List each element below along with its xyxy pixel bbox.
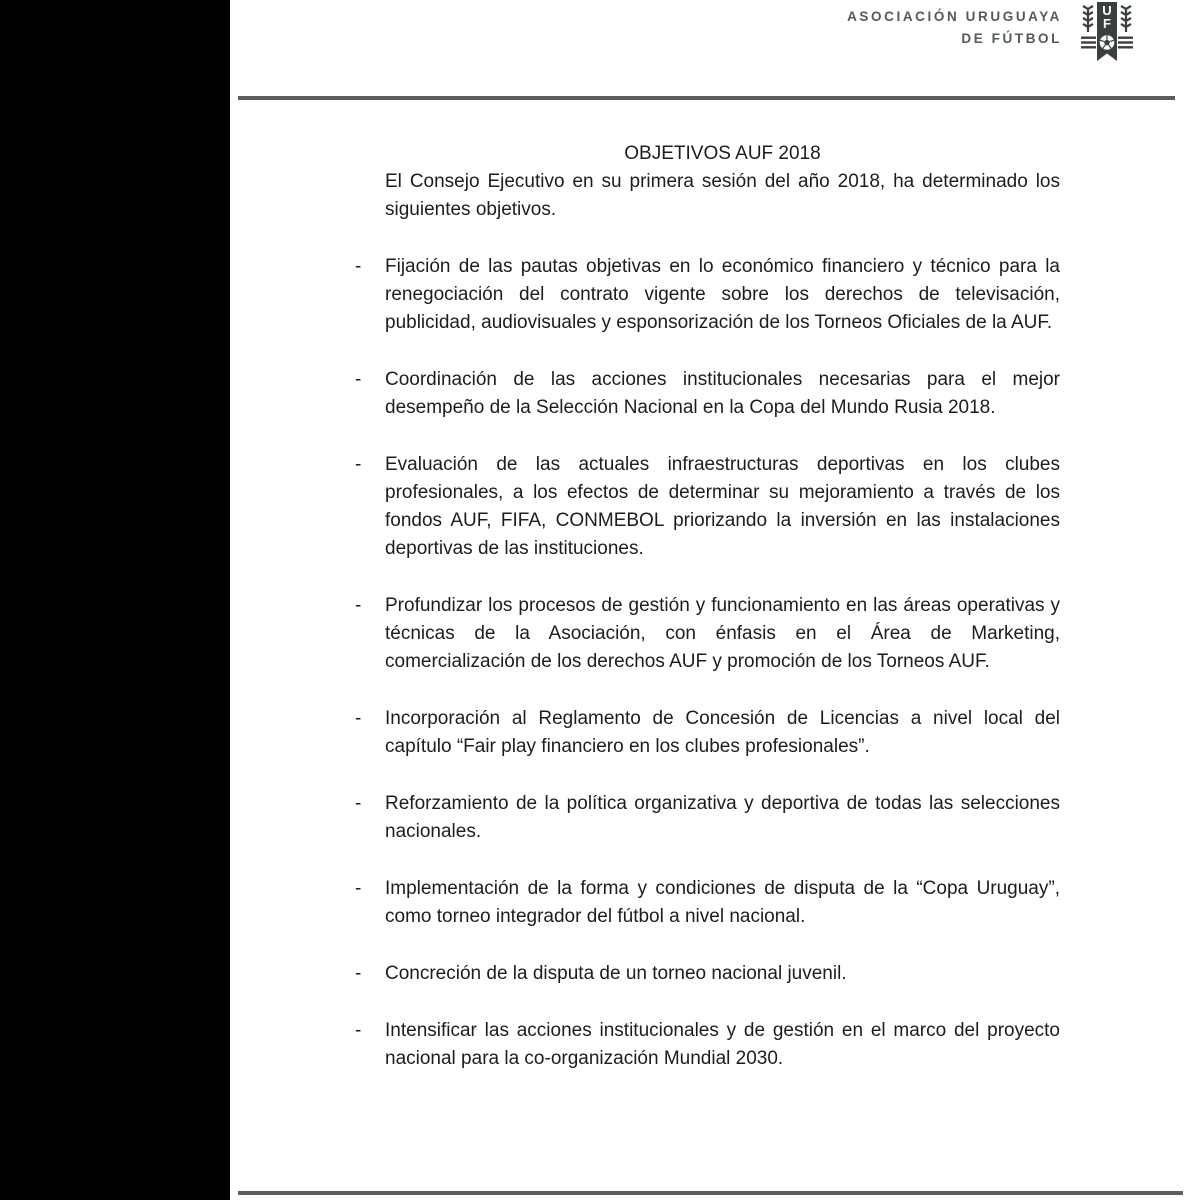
objective-text: Implementación de la forma y condiciones de disputa de la “Copa Uruguay”, como torneo integrador del fútbol a nivel nacional. (385, 878, 1060, 927)
objective-item (355, 705, 1065, 761)
objective-text: Incorporación al Reglamento de Concesión de Licencias a nivel local del capítulo “Fair play financiero en los clubes profesionales”. (385, 708, 1060, 757)
objective-item (355, 366, 1065, 422)
objective-text: Coordinación de las acciones institucionales necesarias para el mejor desempeño de la Selección Nacional en la Copa del Mundo Rusia 2018. (385, 369, 1060, 418)
objective-text: Evaluación de las actuales infraestructuras deportivas en los clubes profesionales, a los efectos de determinar su mejoramiento a través de los fondos AUF, FIFA, CONMEBOL priorizando la inversión en las instalaciones deportivas de las instituciones. (385, 454, 1060, 559)
objective-item (355, 790, 1065, 846)
objective-item (355, 451, 1065, 563)
header-divider-rule (238, 96, 1175, 100)
auf-crest-icon (1080, 2, 1134, 64)
org-name (847, 2, 1062, 50)
org-name-line2: DE FÚTBOL (961, 31, 1062, 46)
bullet-dash: - (355, 454, 362, 475)
footer-divider-rule (238, 1191, 1183, 1195)
document-body (355, 140, 1065, 1102)
bullet-dash: - (355, 963, 362, 984)
svg-text:F: F (1103, 16, 1111, 31)
objective-text: Reforzamiento de la política organizativa y deportiva de todas las selecciones nacionales. (385, 793, 1060, 842)
bullet-dash: - (355, 793, 362, 814)
objective-text: Intensificar las acciones institucionales y de gestión en el marco del proyecto nacional para la co-organización Mundial 2030. (385, 1020, 1060, 1069)
page-header (847, 2, 1134, 64)
svg-text:U: U (1102, 3, 1112, 18)
objective-item (355, 960, 1065, 988)
bullet-dash: - (355, 1020, 362, 1041)
objective-item (355, 253, 1065, 337)
objective-text: Profundizar los procesos de gestión y funcionamiento en las áreas operativas y técnicas de la Asociación, con énfasis en el Área de Marketing, comercialización de los derechos AUF y promoción de los Torneos AUF. (385, 595, 1060, 672)
objective-item (355, 592, 1065, 676)
objective-item (355, 875, 1065, 931)
objectives-list (355, 253, 1065, 1073)
objective-item (355, 1017, 1065, 1073)
document-page (230, 0, 1200, 1200)
bullet-dash: - (355, 256, 362, 277)
document-title: OBJETIVOS AUF 2018 (624, 143, 821, 164)
intro-paragraph: El Consejo Ejecutivo en su primera sesión del año 2018, ha determinado los siguientes objetivos. (385, 171, 1060, 220)
objective-text: Fijación de las pautas objetivas en lo económico financiero y técnico para la renegociación del contrato vigente sobre los derechos de televisación, publicidad, audiovisuales y esponsorización de los Torneos Oficiales de la AUF. (385, 256, 1060, 333)
scan-black-margin (0, 0, 230, 1200)
bullet-dash: - (355, 708, 362, 729)
org-name-line1: ASOCIACIÓN URUGUAYA (847, 9, 1062, 24)
bullet-dash: - (355, 878, 362, 899)
bullet-dash: - (355, 595, 362, 616)
bullet-dash: - (355, 369, 362, 390)
objective-text: Concreción de la disputa de un torneo nacional juvenil. (385, 963, 847, 984)
